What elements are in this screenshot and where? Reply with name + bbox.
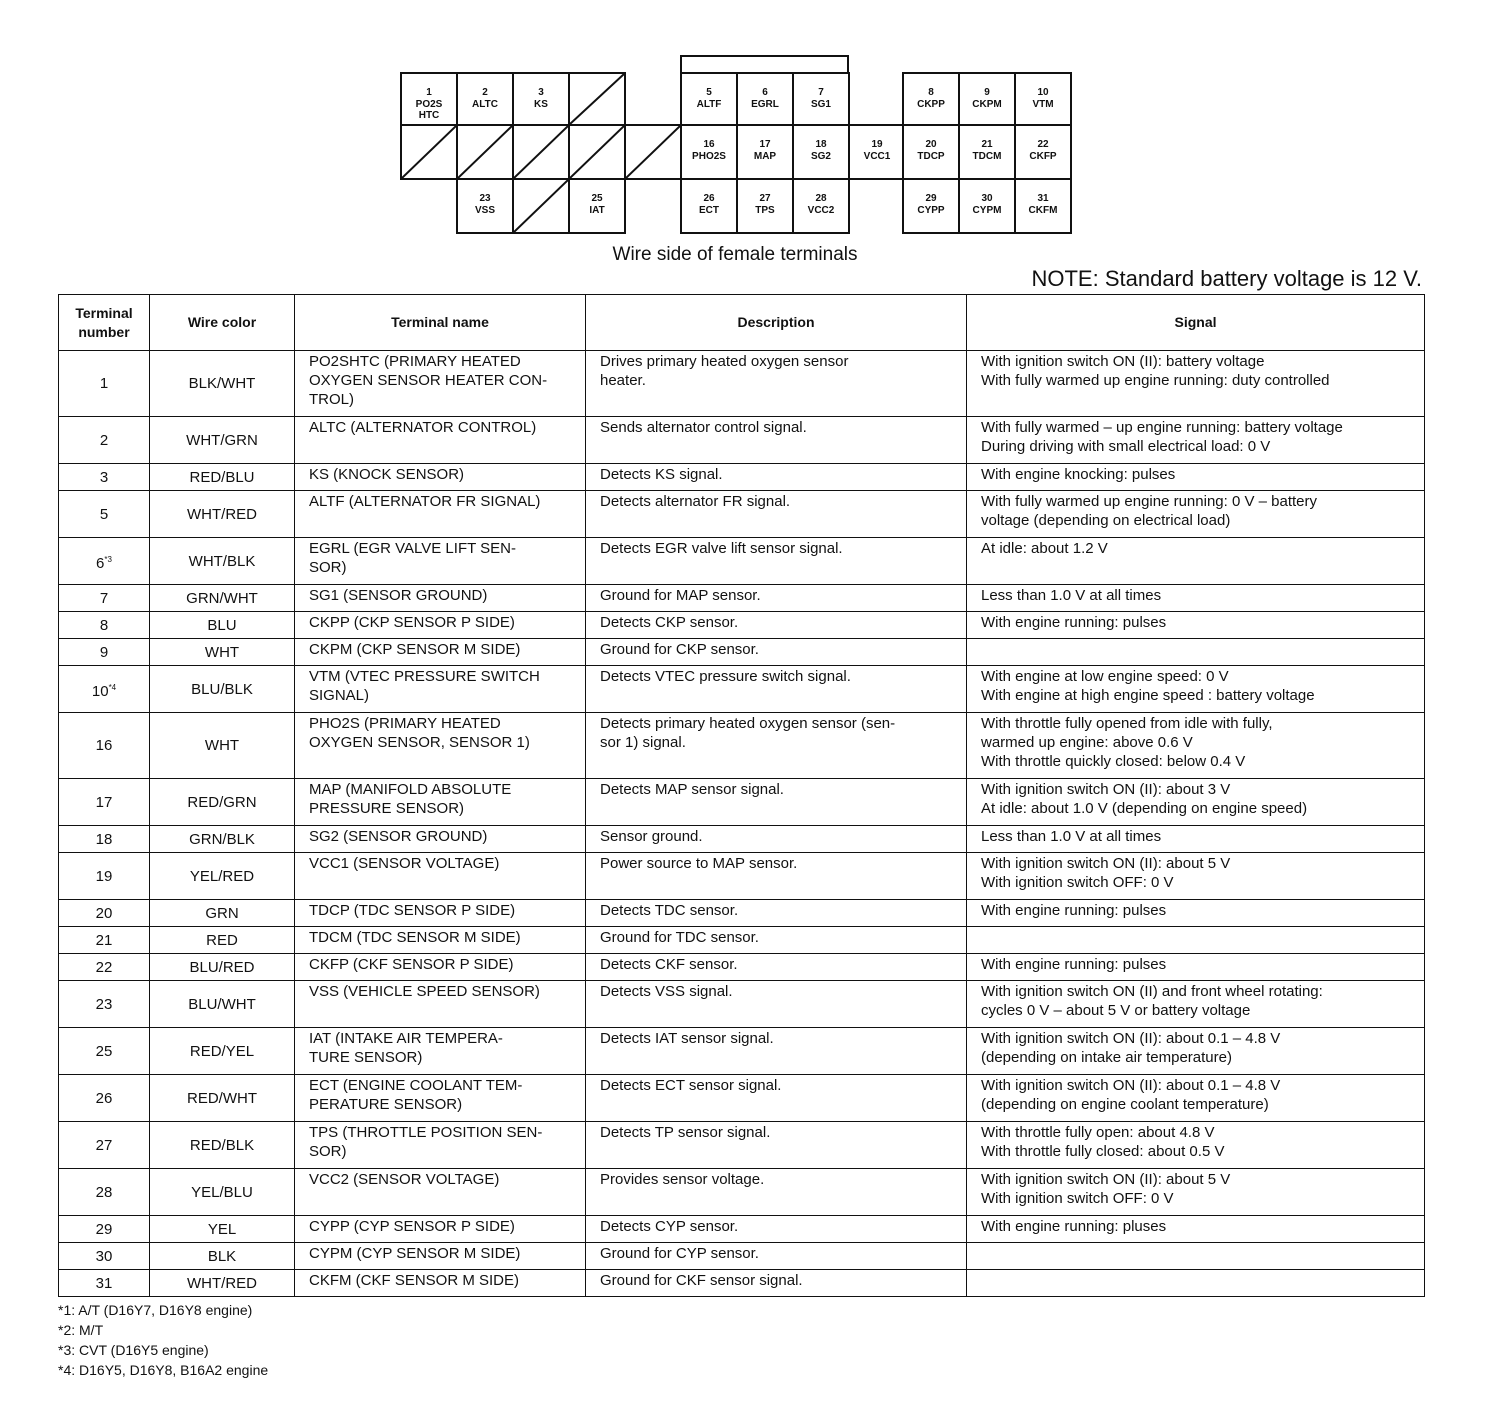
- terminal-name-cell: SG1 (SENSOR GROUND): [295, 585, 586, 612]
- wire-color-cell: RED: [150, 927, 295, 954]
- connector-terminal: [512, 178, 570, 234]
- terminal-name-cell: SG2 (SENSOR GROUND): [295, 826, 586, 853]
- terminal-name-cell: PO2SHTC (PRIMARY HEATED OXYGEN SENSOR HEATER CON- TROL): [295, 351, 586, 417]
- description-cell: Ground for CKP sensor.: [586, 639, 967, 666]
- terminal-label: CYPM: [972, 205, 1002, 216]
- terminal-number-cell: [59, 1075, 150, 1122]
- footnotes: [58, 1300, 268, 1380]
- blank-terminal-slash: [570, 74, 624, 124]
- terminal-number: 20: [95, 904, 113, 922]
- table-row: [59, 1075, 1425, 1122]
- terminal-name-cell: TDCP (TDC SENSOR P SIDE): [295, 900, 586, 927]
- terminal-name-cell: VSS (VEHICLE SPEED SENSOR): [295, 981, 586, 1028]
- table-row: [59, 351, 1425, 417]
- table-row: [59, 612, 1425, 639]
- description-cell: Detects TP sensor signal.: [586, 1122, 967, 1169]
- terminal-number: 1: [426, 87, 432, 98]
- terminal-number: 10: [91, 682, 109, 700]
- signal-cell: With fully warmed up engine running: 0 V – battery voltage (depending on electrical load): [967, 491, 1425, 538]
- terminal-label: SG2: [810, 151, 831, 162]
- signal-cell: With engine knocking: pulses: [967, 464, 1425, 491]
- table-row: [59, 1169, 1425, 1216]
- terminal-label: TDCM: [972, 151, 1002, 162]
- terminal-label: TPS: [755, 205, 775, 216]
- terminal-number: 18: [815, 139, 827, 150]
- terminal-number: 9: [99, 643, 109, 661]
- blank-terminal-slash: [514, 126, 568, 178]
- terminal-number: 26: [95, 1089, 113, 1107]
- terminal-number: 6: [762, 87, 768, 98]
- wire-color-cell: RED/WHT: [150, 1075, 295, 1122]
- header-signal: Signal: [967, 295, 1425, 351]
- terminal-number: 3: [99, 468, 109, 486]
- header-terminal-number: Terminal number: [59, 295, 150, 351]
- connector-terminal: [456, 178, 514, 234]
- terminal-label: ALTF: [696, 99, 722, 110]
- terminal-name-cell: CYPM (CYP SENSOR M SIDE): [295, 1243, 586, 1270]
- terminal-number-cell: [59, 900, 150, 927]
- connector-terminal: [902, 72, 960, 126]
- terminal-name-cell: CYPP (CYP SENSOR P SIDE): [295, 1216, 586, 1243]
- connector-terminal: [568, 178, 626, 234]
- description-cell: Detects TDC sensor.: [586, 900, 967, 927]
- description-cell: Detects ECT sensor signal.: [586, 1075, 967, 1122]
- terminal-number: 5: [99, 505, 109, 523]
- table-row: [59, 713, 1425, 779]
- signal-cell: Less than 1.0 V at all times: [967, 826, 1425, 853]
- description-cell: Sends alternator control signal.: [586, 417, 967, 464]
- terminal-number-cell: [59, 954, 150, 981]
- terminal-number: 6: [96, 554, 105, 572]
- terminal-number-cell: [59, 1028, 150, 1075]
- connector-terminal: [400, 124, 458, 180]
- terminal-number: 22: [95, 958, 113, 976]
- terminal-number: 28: [815, 193, 827, 204]
- wire-color-cell: RED/GRN: [150, 779, 295, 826]
- terminal-number-cell: [59, 1270, 150, 1297]
- description-cell: Detects VTEC pressure switch signal.: [586, 666, 967, 713]
- terminal-number-cell: [59, 417, 150, 464]
- terminal-label: MAP: [753, 151, 777, 162]
- terminal-number: 3: [538, 87, 544, 98]
- terminal-label: PHO2S: [692, 151, 726, 162]
- terminal-label: CYPP: [917, 205, 945, 216]
- connector-terminal: [1014, 72, 1072, 126]
- table-row: [59, 1122, 1425, 1169]
- connector-diagram: [0, 0, 1504, 245]
- terminal-name-cell: CKPP (CKP SENSOR P SIDE): [295, 612, 586, 639]
- terminal-number: 21: [981, 139, 993, 150]
- connector-terminal: [902, 124, 960, 180]
- terminal-label: VCC2: [807, 205, 835, 216]
- terminal-number-cell: [59, 666, 150, 713]
- terminal-number-cell: [59, 351, 150, 417]
- table-row: [59, 1216, 1425, 1243]
- terminal-number: 23: [95, 995, 113, 1013]
- terminal-label: ALTC: [472, 99, 498, 110]
- wire-color-cell: GRN: [150, 900, 295, 927]
- table-row: [59, 954, 1425, 981]
- connector-terminal: [400, 72, 458, 126]
- description-cell: Sensor ground.: [586, 826, 967, 853]
- footnote: *1: A/T (D16Y7, D16Y8 engine): [58, 1302, 253, 1318]
- header-description: Description: [586, 295, 967, 351]
- terminal-number-cell: [59, 853, 150, 900]
- terminal-number-cell: [59, 981, 150, 1028]
- terminal-number: 9: [984, 87, 990, 98]
- connector-terminal: [512, 72, 570, 126]
- connector-terminal: [624, 124, 682, 180]
- connector-terminal: [848, 124, 906, 180]
- terminal-label: VTM: [1032, 99, 1054, 110]
- connector-terminal: [456, 72, 514, 126]
- terminal-number: 31: [1037, 193, 1049, 204]
- terminal-number: 27: [95, 1136, 113, 1154]
- terminal-number: 7: [818, 87, 824, 98]
- header-terminal-name: Terminal name: [295, 295, 586, 351]
- description-cell: Ground for MAP sensor.: [586, 585, 967, 612]
- terminal-number: 19: [95, 867, 113, 885]
- signal-cell: With ignition switch ON (II): battery voltage With fully warmed up engine running: duty controlled: [967, 351, 1425, 417]
- terminal-number: 16: [703, 139, 715, 150]
- description-cell: Provides sensor voltage.: [586, 1169, 967, 1216]
- terminal-number: 10: [1037, 87, 1049, 98]
- footnote: *3: CVT (D16Y5 engine): [58, 1342, 209, 1358]
- connector-terminal: [792, 72, 850, 126]
- terminal-number: 30: [981, 193, 993, 204]
- wire-color-cell: YEL/BLU: [150, 1169, 295, 1216]
- terminal-number-cell: [59, 639, 150, 666]
- table-row: [59, 538, 1425, 585]
- table-row: [59, 639, 1425, 666]
- terminal-number-cell: [59, 927, 150, 954]
- wire-color-cell: WHT/RED: [150, 491, 295, 538]
- table-row: [59, 666, 1425, 713]
- terminal-number: 23: [479, 193, 491, 204]
- terminal-label: CKPP: [917, 99, 945, 110]
- connector-terminal: [1014, 178, 1072, 234]
- description-cell: Detects CYP sensor.: [586, 1216, 967, 1243]
- description-cell: Ground for TDC sensor.: [586, 927, 967, 954]
- wire-color-cell: WHT: [150, 639, 295, 666]
- table-row: [59, 417, 1425, 464]
- signal-cell: With throttle fully open: about 4.8 V With throttle fully closed: about 0.5 V: [967, 1122, 1425, 1169]
- wire-color-cell: BLU/BLK: [150, 666, 295, 713]
- connector-terminal: [680, 124, 738, 180]
- wire-color-cell: BLK: [150, 1243, 295, 1270]
- terminal-number: 25: [95, 1042, 113, 1060]
- table-row: [59, 927, 1425, 954]
- terminal-name-cell: ALTC (ALTERNATOR CONTROL): [295, 417, 586, 464]
- terminal-number: 25: [591, 193, 603, 204]
- table-row: [59, 981, 1425, 1028]
- terminal-number-cell: [59, 1169, 150, 1216]
- wire-color-cell: WHT/GRN: [150, 417, 295, 464]
- signal-cell: With ignition switch ON (II) and front wheel rotating: cycles 0 V – about 5 V or battery voltage: [967, 981, 1425, 1028]
- table-row: [59, 585, 1425, 612]
- description-cell: Drives primary heated oxygen sensor heater.: [586, 351, 967, 417]
- terminal-number: 8: [99, 616, 109, 634]
- description-cell: Detects VSS signal.: [586, 981, 967, 1028]
- terminal-name-cell: CKFM (CKF SENSOR M SIDE): [295, 1270, 586, 1297]
- terminal-label: CKFM: [1028, 205, 1058, 216]
- terminal-name-cell: KS (KNOCK SENSOR): [295, 464, 586, 491]
- terminal-number-cell: [59, 464, 150, 491]
- wire-color-cell: YEL/RED: [150, 853, 295, 900]
- table-row: [59, 900, 1425, 927]
- blank-terminal-slash: [458, 126, 512, 178]
- signal-cell: With throttle fully opened from idle with fully, warmed up engine: above 0.6 V With throttle quickly closed: below 0.4 V: [967, 713, 1425, 779]
- footnote-marker: *3: [104, 554, 112, 564]
- terminal-number: 21: [95, 931, 113, 949]
- terminal-name-cell: IAT (INTAKE AIR TEMPERA- TURE SENSOR): [295, 1028, 586, 1075]
- terminal-number: 22: [1037, 139, 1049, 150]
- connector-terminal: [680, 178, 738, 234]
- table-row: [59, 1028, 1425, 1075]
- terminal-name-cell: TPS (THROTTLE POSITION SEN- SOR): [295, 1122, 586, 1169]
- terminal-label: CKPM: [972, 99, 1002, 110]
- wire-color-cell: RED/YEL: [150, 1028, 295, 1075]
- connector-terminal: [736, 178, 794, 234]
- footnote-marker: *4: [108, 682, 117, 692]
- connector-terminal: [736, 72, 794, 126]
- signal-cell: With ignition switch ON (II): about 0.1 – 4.8 V (depending on intake air temperature): [967, 1028, 1425, 1075]
- connector-terminal: [958, 178, 1016, 234]
- terminal-name-cell: TDCM (TDC SENSOR M SIDE): [295, 927, 586, 954]
- description-cell: Detects MAP sensor signal.: [586, 779, 967, 826]
- wire-color-cell: BLU: [150, 612, 295, 639]
- terminal-name-cell: ALTF (ALTERNATOR FR SIGNAL): [295, 491, 586, 538]
- terminal-label: PO2S HTC: [415, 99, 443, 121]
- terminal-number-cell: [59, 1122, 150, 1169]
- signal-cell: Less than 1.0 V at all times: [967, 585, 1425, 612]
- signal-cell: With engine running: pulses: [967, 612, 1425, 639]
- footnote: *2: M/T: [58, 1322, 104, 1338]
- terminal-name-cell: MAP (MANIFOLD ABSOLUTE PRESSURE SENSOR): [295, 779, 586, 826]
- signal-cell: With ignition switch ON (II): about 5 V With ignition switch OFF: 0 V: [967, 853, 1425, 900]
- wire-color-cell: RED/BLK: [150, 1122, 295, 1169]
- table-row: [59, 1270, 1425, 1297]
- wire-color-cell: WHT/RED: [150, 1270, 295, 1297]
- table-row: [59, 853, 1425, 900]
- terminal-name-cell: ECT (ENGINE COOLANT TEM- PERATURE SENSOR): [295, 1075, 586, 1122]
- terminal-number: 7: [99, 589, 109, 607]
- connector-terminal: [1014, 124, 1072, 180]
- terminal-number: 2: [99, 431, 109, 449]
- wire-color-cell: GRN/BLK: [150, 826, 295, 853]
- terminal-name-cell: VCC1 (SENSOR VOLTAGE): [295, 853, 586, 900]
- terminal-number: 17: [95, 793, 113, 811]
- terminal-number: 16: [95, 737, 113, 754]
- connector-terminal: [958, 72, 1016, 126]
- signal-cell: With engine running: pulses: [967, 900, 1425, 927]
- terminal-number: 29: [925, 193, 937, 204]
- connector-terminal: [512, 124, 570, 180]
- terminal-label: SG1: [810, 99, 831, 110]
- terminal-label: VSS: [474, 205, 495, 216]
- terminal-name-cell: VCC2 (SENSOR VOLTAGE): [295, 1169, 586, 1216]
- connector-terminal: [958, 124, 1016, 180]
- description-cell: Detects EGR valve lift sensor signal.: [586, 538, 967, 585]
- signal-cell: With ignition switch ON (II): about 3 V At idle: about 1.0 V (depending on engine speed): [967, 779, 1425, 826]
- terminal-number: 20: [925, 139, 937, 150]
- wire-color-cell: WHT/BLK: [150, 538, 295, 585]
- connector-terminal: [736, 124, 794, 180]
- connector-terminal: [680, 72, 738, 126]
- terminal-number: 28: [95, 1183, 113, 1201]
- signal-cell: [967, 927, 1425, 954]
- signal-cell: [967, 639, 1425, 666]
- signal-cell: With fully warmed – up engine running: battery voltage During driving with small electrical load: 0 V: [967, 417, 1425, 464]
- table-row: [59, 464, 1425, 491]
- terminal-label: VCC1: [863, 151, 891, 162]
- terminal-number: 2: [482, 87, 488, 98]
- terminal-number: 27: [759, 193, 771, 204]
- table-row: [59, 1243, 1425, 1270]
- wire-color-cell: BLU/WHT: [150, 981, 295, 1028]
- connector-terminal: [902, 178, 960, 234]
- terminal-number: 29: [95, 1220, 113, 1238]
- connector-terminal: [792, 124, 850, 180]
- blank-terminal-slash: [402, 126, 456, 178]
- terminal-name-cell: CKFP (CKF SENSOR P SIDE): [295, 954, 586, 981]
- signal-cell: With engine running: pluses: [967, 1216, 1425, 1243]
- terminal-number-cell: [59, 713, 150, 779]
- terminal-number: 17: [759, 139, 771, 150]
- wire-color-cell: RED/BLU: [150, 464, 295, 491]
- description-cell: Detects IAT sensor signal.: [586, 1028, 967, 1075]
- description-cell: Ground for CKF sensor signal.: [586, 1270, 967, 1297]
- connector-terminal: [568, 124, 626, 180]
- footnote: *4: D16Y5, D16Y8, B16A2 engine: [58, 1362, 269, 1378]
- terminal-number: 19: [871, 139, 883, 150]
- wire-color-cell: YEL: [150, 1216, 295, 1243]
- description-cell: Detects KS signal.: [586, 464, 967, 491]
- signal-cell: With ignition switch ON (II): about 0.1 – 4.8 V (depending on engine coolant temperature): [967, 1075, 1425, 1122]
- description-cell: Detects CKP sensor.: [586, 612, 967, 639]
- terminal-number-cell: [59, 491, 150, 538]
- connector-terminal: [792, 178, 850, 234]
- terminal-number: 26: [703, 193, 715, 204]
- signal-cell: [967, 1270, 1425, 1297]
- terminal-label: EGRL: [751, 99, 779, 110]
- terminal-number-cell: [59, 538, 150, 585]
- terminal-label: TDCP: [917, 151, 945, 162]
- blank-terminal-slash: [626, 126, 680, 178]
- terminal-number: 31: [95, 1274, 113, 1292]
- table-row: [59, 779, 1425, 826]
- terminal-number: 1: [99, 375, 109, 392]
- blank-terminal-slash: [570, 126, 624, 178]
- description-cell: Detects CKF sensor.: [586, 954, 967, 981]
- terminal-name-cell: VTM (VTEC PRESSURE SWITCH SIGNAL): [295, 666, 586, 713]
- terminal-number: 18: [95, 830, 113, 848]
- table-header-row: [59, 295, 1425, 351]
- terminal-number-cell: [59, 1243, 150, 1270]
- terminal-number: 8: [928, 87, 934, 98]
- blank-terminal-slash: [514, 180, 568, 232]
- terminal-label: IAT: [589, 205, 605, 216]
- wire-color-cell: BLK/WHT: [150, 351, 295, 417]
- terminal-name-cell: CKPM (CKP SENSOR M SIDE): [295, 639, 586, 666]
- table-row: [59, 826, 1425, 853]
- terminal-number-cell: [59, 612, 150, 639]
- header-wire-color: Wire color: [150, 295, 295, 351]
- description-cell: Ground for CYP sensor.: [586, 1243, 967, 1270]
- terminal-table: [58, 294, 1425, 1297]
- terminal-label: CKFP: [1029, 151, 1057, 162]
- connector-terminal: [568, 72, 626, 126]
- connector-terminal: [456, 124, 514, 180]
- wire-color-cell: WHT: [150, 713, 295, 779]
- terminal-label: KS: [534, 99, 548, 110]
- description-cell: Power source to MAP sensor.: [586, 853, 967, 900]
- battery-voltage-note: NOTE: Standard battery voltage is 12 V.: [1031, 266, 1422, 291]
- terminal-number-cell: [59, 826, 150, 853]
- terminal-number-cell: [59, 779, 150, 826]
- connector-caption: Wire side of female terminals: [612, 244, 858, 265]
- signal-cell: [967, 1243, 1425, 1270]
- terminal-number-cell: [59, 585, 150, 612]
- terminal-label: ECT: [699, 205, 719, 216]
- signal-cell: With ignition switch ON (II): about 5 V With ignition switch OFF: 0 V: [967, 1169, 1425, 1216]
- terminal-name-cell: PHO2S (PRIMARY HEATED OXYGEN SENSOR, SENSOR 1): [295, 713, 586, 779]
- terminal-number: 5: [706, 87, 712, 98]
- signal-cell: With engine at low engine speed: 0 V With engine at high engine speed : battery voltage: [967, 666, 1425, 713]
- terminal-number-cell: [59, 1216, 150, 1243]
- wire-color-cell: BLU/RED: [150, 954, 295, 981]
- terminal-name-cell: EGRL (EGR VALVE LIFT SEN- SOR): [295, 538, 586, 585]
- description-cell: Detects primary heated oxygen sensor (sen- sor 1) signal.: [586, 713, 967, 779]
- terminal-number: 30: [95, 1247, 113, 1265]
- signal-cell: With engine running: pulses: [967, 954, 1425, 981]
- table-row: [59, 491, 1425, 538]
- signal-cell: At idle: about 1.2 V: [967, 538, 1425, 585]
- description-cell: Detects alternator FR signal.: [586, 491, 967, 538]
- wire-color-cell: GRN/WHT: [150, 585, 295, 612]
